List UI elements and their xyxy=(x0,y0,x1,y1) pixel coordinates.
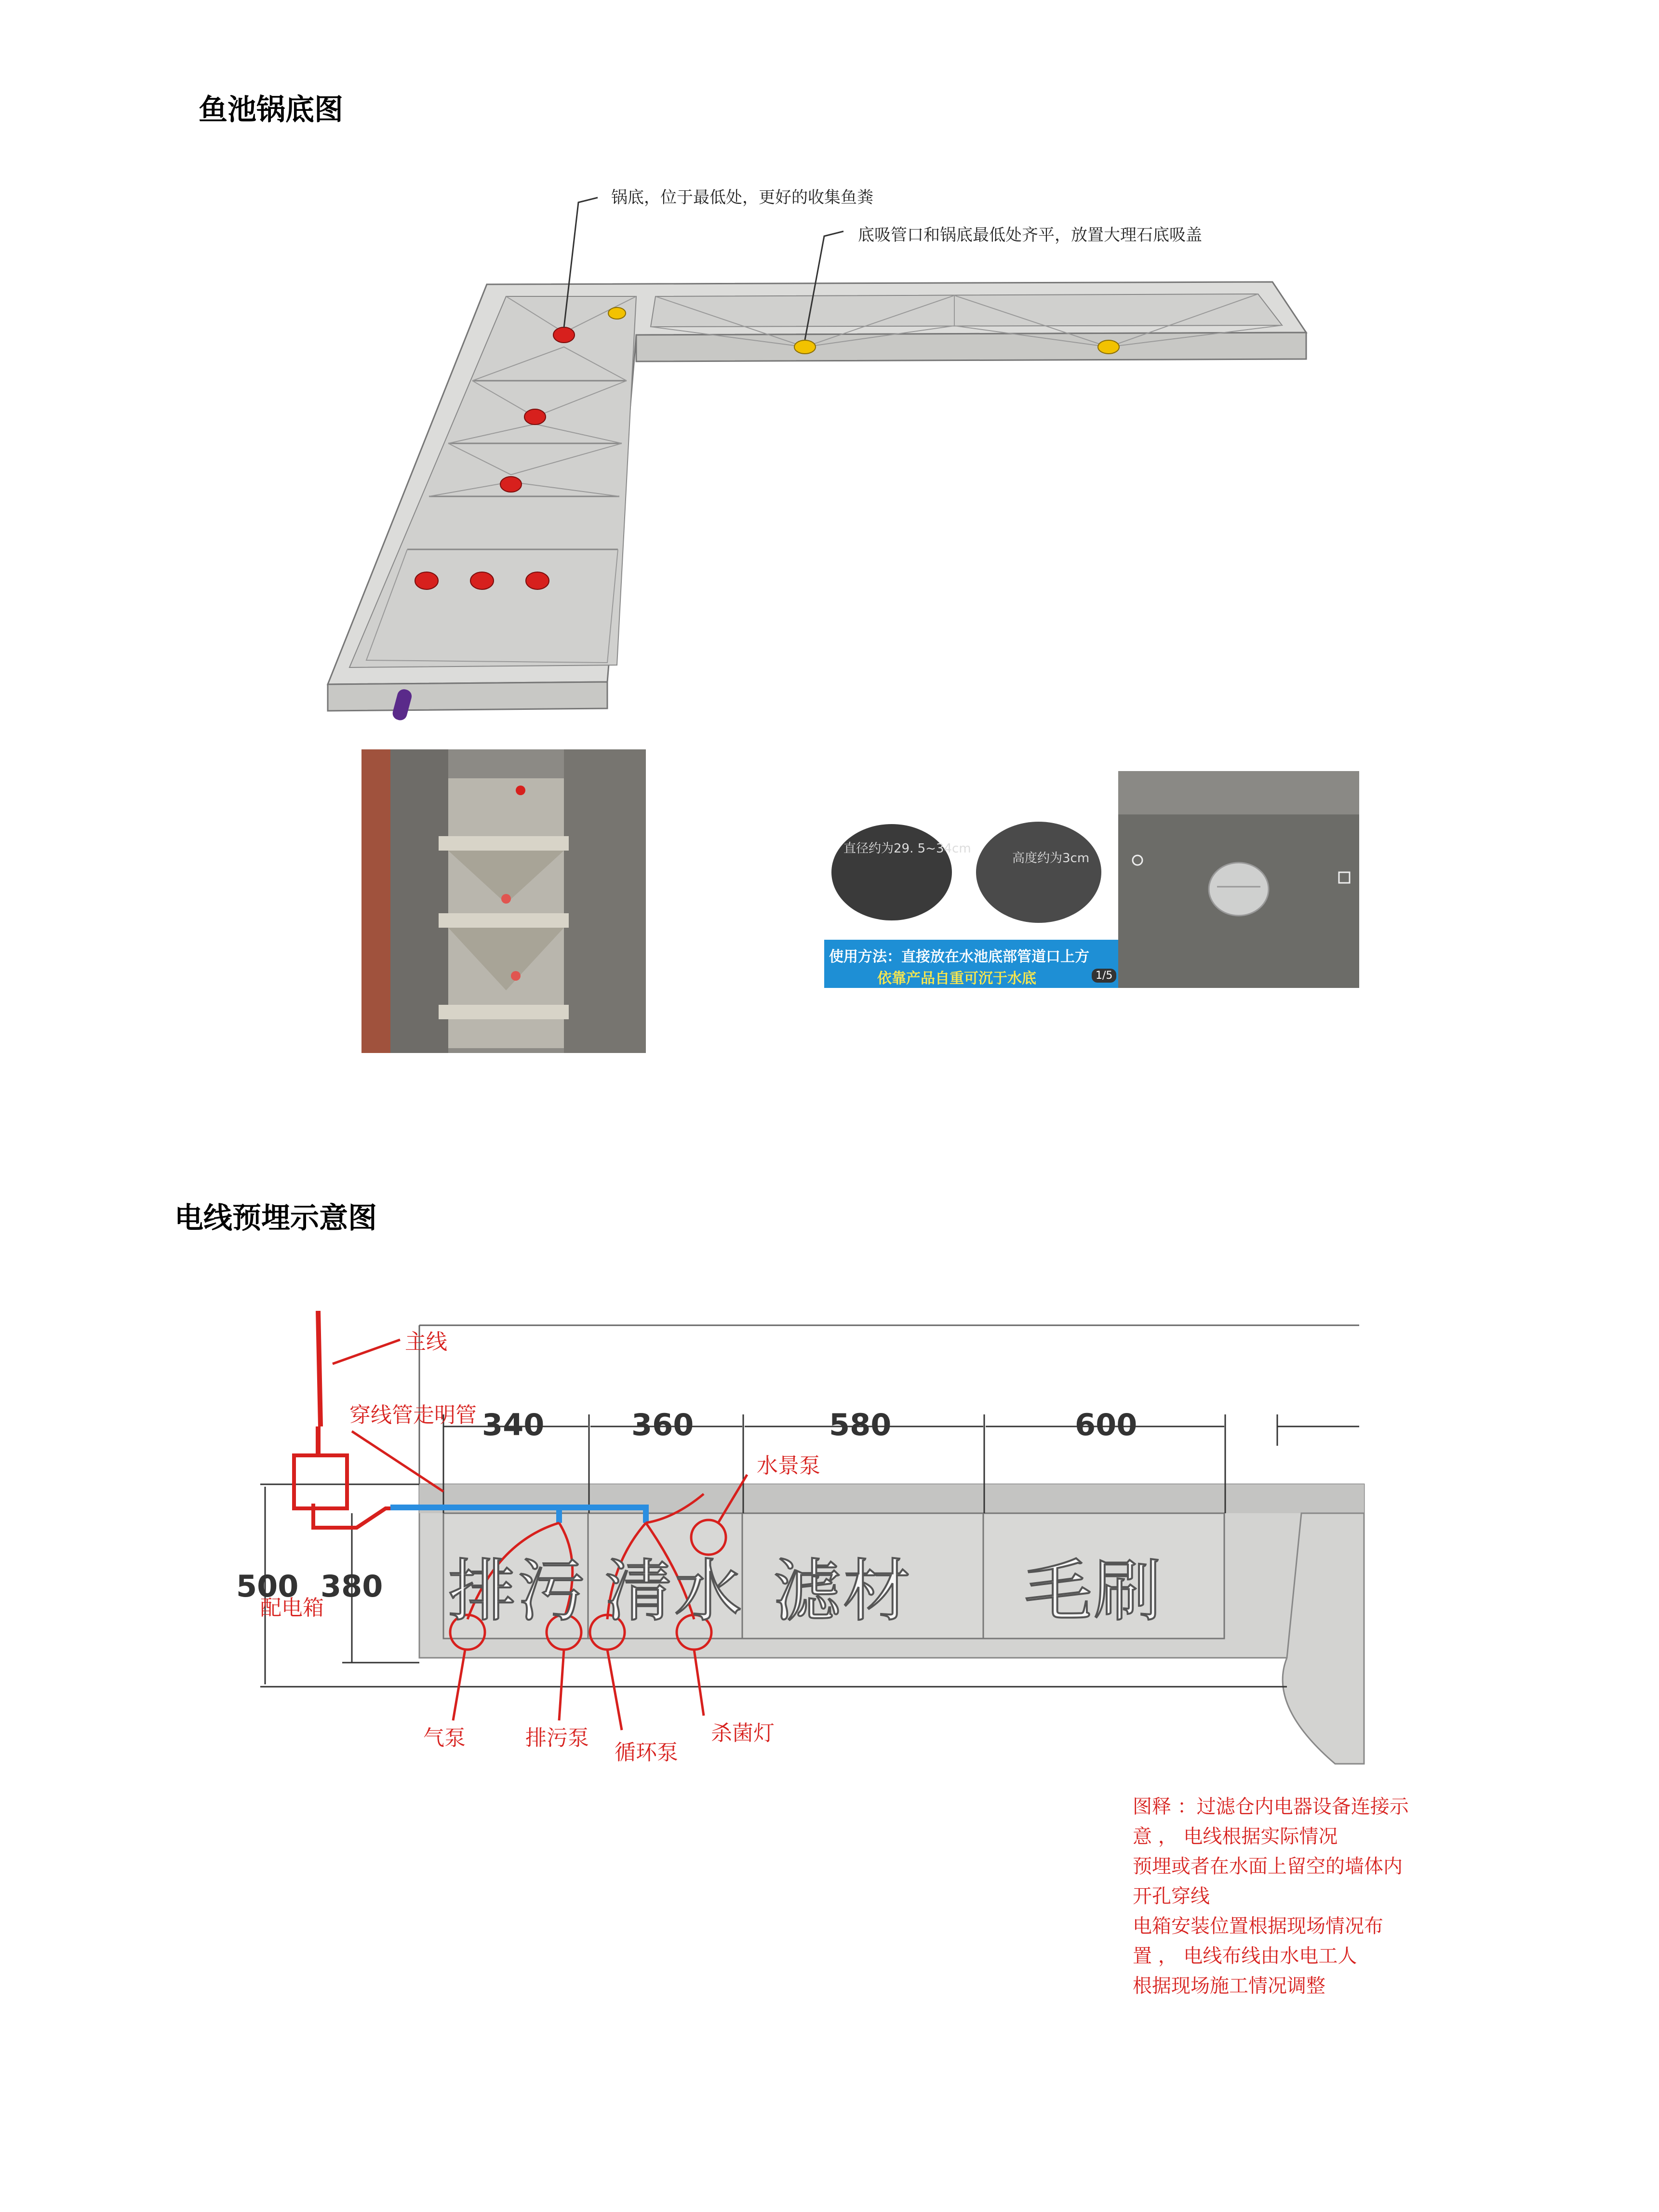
chamber-clear: 清水 xyxy=(605,1552,744,1631)
label-circ-pump: 循环泵 xyxy=(615,1740,678,1765)
label-main-line: 主线 xyxy=(405,1330,447,1354)
left-channel xyxy=(349,296,636,667)
label-air-pump: 气泵 xyxy=(423,1726,466,1750)
legend-line: 图释 ：过滤仓内电器设备连接示 xyxy=(1133,1796,1409,1818)
dim-340: 340 xyxy=(482,1407,545,1442)
label-conduit: 穿线管走明管 xyxy=(349,1403,477,1427)
section-title-pond-bottom: 鱼池锅底图 xyxy=(199,93,343,127)
photo-installed-cover xyxy=(1118,771,1359,988)
right-channel xyxy=(651,294,1282,327)
slab-front-face-right xyxy=(636,333,1306,361)
photo-drain-cover xyxy=(824,800,1118,988)
power-box-icon xyxy=(294,1455,347,1508)
chamber-sewage: 排污 xyxy=(448,1552,588,1631)
dim-500: 500 xyxy=(236,1569,299,1604)
usage-line-2: 依靠产品自重可沉于水底 xyxy=(877,970,1036,987)
slab-front-face xyxy=(328,682,607,711)
label-fountain-pump: 水景泵 xyxy=(757,1453,820,1478)
dim-580: 580 xyxy=(829,1407,892,1442)
legend-line: 开孔穿线 xyxy=(1133,1885,1210,1907)
chamber-brush: 毛刷 xyxy=(1024,1552,1164,1631)
legend-block xyxy=(1133,1792,1432,2001)
pond-bottom-3d-diagram xyxy=(308,173,1369,742)
legend-line: 根据现场施工情况调整 xyxy=(1133,1975,1325,1997)
legend-line: 预埋或者在水面上留空的墙体内 xyxy=(1133,1855,1403,1878)
legend-line: 意 ， 电线根据实际情况 xyxy=(1133,1826,1338,1848)
dim-600: 600 xyxy=(1075,1407,1137,1442)
label-power-box: 配电箱 xyxy=(260,1596,324,1620)
label-uv-lamp: 杀菌灯 xyxy=(711,1721,775,1746)
usage-line-1: 使用方法：直接放在水池底部管道口上方 xyxy=(829,948,1089,965)
legend-line: 置 ， 电线布线由水电工人 xyxy=(1133,1945,1357,1967)
cover-height-note: 高度约为3cm xyxy=(1012,851,1090,866)
callout-bottom-collection: 锅底，位于最低处，更好的收集鱼粪 xyxy=(611,188,873,207)
cover-diameter-note: 直径约为29. 5~34cm xyxy=(843,841,971,856)
photo-channel xyxy=(361,749,646,1053)
section-title-wiring: 电线预埋示意图 xyxy=(174,1201,377,1235)
legend-line: 电箱安装位置根据现场情况布 xyxy=(1133,1915,1383,1937)
callout-bottom-drain: 底吸管口和锅底最低处齐平，放置大理石底吸盖 xyxy=(858,226,1202,245)
dim-380: 380 xyxy=(321,1569,383,1604)
chamber-media: 滤材 xyxy=(774,1552,913,1631)
label-sewage-pump: 排污泵 xyxy=(525,1726,589,1750)
dim-360: 360 xyxy=(631,1407,694,1442)
page-indicator: 1/5 xyxy=(1092,969,1116,983)
